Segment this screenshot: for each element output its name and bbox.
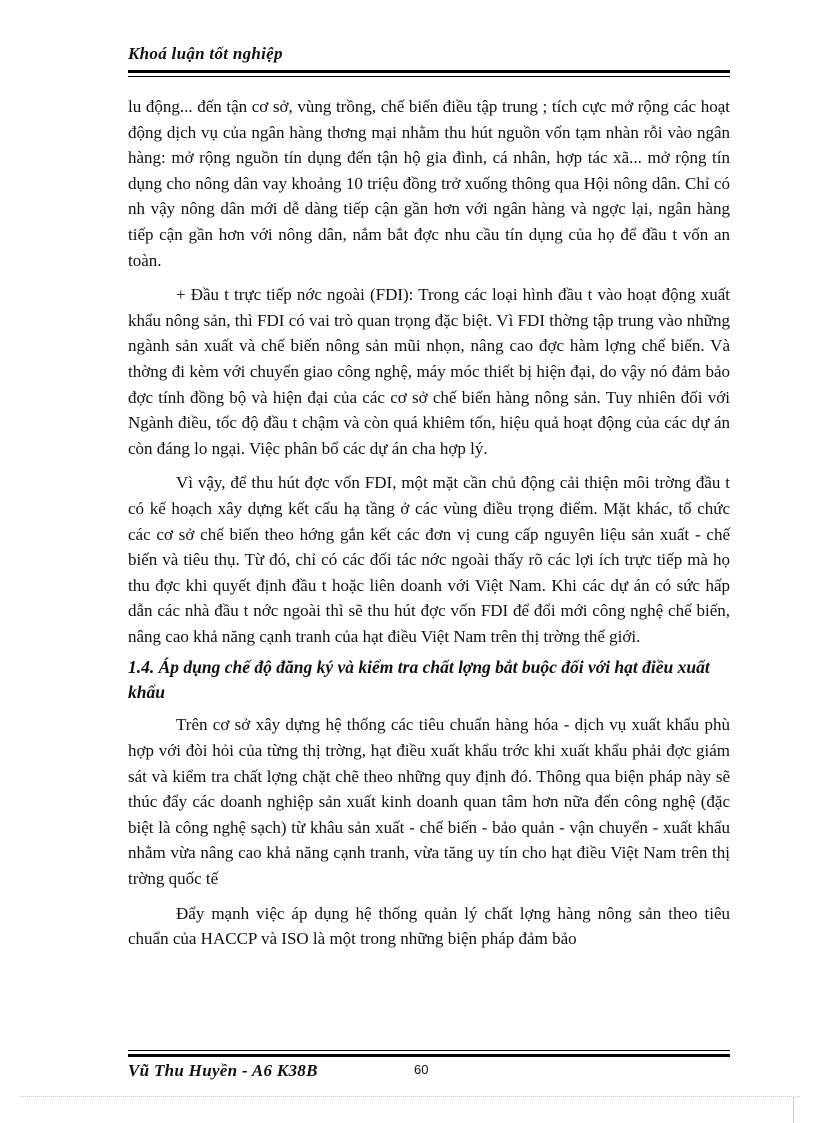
header-rule-thick	[128, 70, 730, 73]
section-heading: 1.4. Áp dụng chế độ đăng ký và kiểm tra chất lợng bắt buộc đối với hạt điều xuất khẩu	[128, 657, 710, 703]
header-title: Khoá luận tốt nghiệp	[128, 44, 283, 63]
footer-author: Vũ Thu Huyền - A6 K38B	[128, 1061, 318, 1080]
paragraph-quality-standards: Trên cơ sở xây dựng hệ thống các tiêu chuẩn hàng hóa - dịch vụ xuất khẩu phù hợp với đòi hỏi của từng thị trờng, hạt điều xuất khẩu trớc khi xuất khẩu phải đợc giám sát và kiểm tra chất lợng chặt chẽ theo những quy định đó. Thông qua biện pháp này sẽ thúc đẩy các doanh nghiệp sản xuất kinh doanh quan tâm hơn nữa đến công nghệ (đặc biệt là công nghệ sạch) từ khâu sản xuất - chế biến - bảo quản - vận chuyển - xuất khẩu nhằm vừa nâng cao khả năng cạnh tranh, vừa tăng uy tín cho hạt điều Việt Nam trên thị trờng quốc tế	[128, 715, 730, 889]
footer-rule-thin	[128, 1050, 730, 1051]
header-rule-thin	[128, 76, 730, 77]
paragraph-haccp-iso: Đẩy mạnh việc áp dụng hệ thống quản lý chất lợng hàng nông sản theo tiêu chuẩn của HACCP và ISO là một trong những biện pháp đảm bảo	[128, 903, 730, 949]
footer-rule-thick	[128, 1054, 730, 1057]
page-corner-marker	[793, 1096, 794, 1123]
document-body	[128, 94, 730, 961]
paragraph-fdi-attract: Vì vậy, để thu hút đợc vốn FDI, một mặt cần chủ động cải thiện môi trờng đầu t có kế hoạch xây dựng kết cấu hạ tầng ở các vùng điều trọng điểm. Mặt khác, tổ chức các cơ sở chế biến theo hớng gắn kết các đơn vị cung cấp nguyên liệu sản xuất - chế biến và tiêu thụ. Từ đó, chỉ có các đối tác nớc ngoài thấy rõ các lợi ích trực tiếp mà họ thu đợc khi quyết định đầu t hoặc liên doanh với Việt Nam. Khi các dự án có sức hấp dẫn các nhà đầu t nớc ngoài thì sẽ thu hút đợc vốn FDI để đổi mới công nghệ chế biến, nâng cao khả năng cạnh tranh của hạt điều Việt Nam trên thị trờng thế giới.	[128, 473, 730, 646]
paragraph-fdi: + Đầu t trực tiếp nớc ngoài (FDI): Trong các loại hình đầu t vào hoạt động xuất khẩu nông sản, thì FDI có vai trò quan trọng đặc biệt. Vì FDI thờng tập trung vào những ngành sản xuất và chế biến nông sản mũi nhọn, nâng cao đợc hàm lợng chế biến. Và thờng đi kèm với chuyển giao công nghệ, máy móc thiết bị hiện đại, do vậy nó đảm bảo đợc tính đồng bộ và hiện đại của các cơ sở chế biến hàng nông sản. Tuy nhiên đối với Ngành điều, tốc độ đầu t chậm và còn quá khiêm tốn, hiệu quả hoạt động của các dự án còn đáng lo ngại. Việc phân bổ các dự án cha hợp lý.	[128, 285, 730, 458]
paragraph-credit: lu động... đến tận cơ sở, vùng trồng, chế biến điều tập trung ; tích cực mở rộng các hoạt động dịch vụ của ngân hàng thơng mại nhằm thu hút nguồn vốn tạm nhàn rỗi vào ngân hàng: mở rộng nguồn tín dụng đến tận hộ gia đình, cá nhân, hợp tác xã... mở rộng tín dụng cho nông dân vay khoảng 10 triệu đồng trở xuống thông qua Hội nông dân. Chỉ có nh vậy nông dân mới dễ dàng tiếp cận gần hơn với ngân hàng và ngợc lại, ngân hàng tiếp cận gần hơn với nông dân, nắm bắt đợc nhu cầu tín dụng của họ để đầu t vốn an toàn.	[128, 97, 730, 270]
page-bottom-dotted-border	[20, 1096, 800, 1097]
page-number: 60	[414, 1062, 429, 1077]
